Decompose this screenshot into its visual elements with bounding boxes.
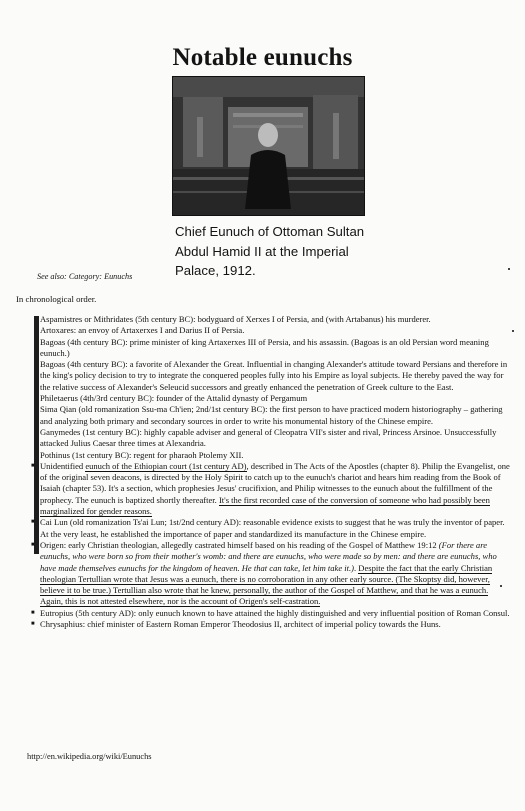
source-url[interactable]: http://en.wikipedia.org/wiki/Eunuchs	[27, 752, 152, 761]
caption-line: Palace, 1912.	[175, 263, 256, 278]
entry-text: Chrysaphius: chief minister of Eastern Roman Emperor Theodosius II, architect of imperial policy towards the Huns.	[40, 619, 441, 630]
list-item: Sima Qian (old romanization Ssu-ma Ch'ien; 2nd/1st century BC): the first person to have practiced modern historiography – gathering and analyzing both primary and secondary sources in order to write his monumental history of the Chinese empire.	[40, 404, 503, 426]
handwritten-underline-text: Despite the fact that the early Christian theologian Tertullian wrote that Jesus was a eunuch, there is no corroboration in any other early source. (The Skoptsy did, however, believe it to be true.) Tertullian also wrote that he knew, personally, the author of the Gospel of Matthew, and that he was a eunuch. Again, this is not attested elsewhere, nor is the account of Origen's self-castration.	[40, 562, 493, 607]
list-item: Philetaerus (4th/3rd century BC): founder of the Attalid dynasty of Pergamum	[40, 393, 308, 404]
intro-text: In chronological order.	[16, 294, 97, 304]
list-item: Ganymedes (1st century BC): highly capable adviser and general of Cleopatra VII's sister and rival, Princess Arsinoe. Unsuccessfully attacked Julius Caesar three times at Alexandria.	[40, 426, 497, 449]
entry-text: Origen: early Christian theologian, allegedly castrated himself based on his reading of the Gospel of Matthew 19:12	[40, 539, 439, 550]
list-item	[40, 461, 512, 517]
entry-text: .	[354, 562, 359, 573]
scan-speck	[500, 585, 502, 587]
entry-text: Eutropius (5th century AD): only eunuch known to have attained the highly distinguished and very influential position of Roman Consul.	[40, 607, 510, 618]
scan-speck	[508, 268, 510, 270]
list-item: Pothinus (1st century BC): regent for pharaoh Ptolemy XII.	[40, 449, 244, 460]
see-also-link[interactable]: See also: Category: Eunuchs	[37, 272, 133, 281]
eunuch-list	[40, 314, 512, 630]
list-item	[40, 540, 512, 608]
page-title: Notable eunuchs	[172, 44, 353, 71]
photo-caption	[175, 222, 395, 281]
handwritten-underline-text: It's the first recorded case of the conversion of someone who had possibly been marginalized for gender reasons.	[40, 494, 490, 517]
chief-eunuch-photo	[172, 76, 365, 216]
list-item: Bagoas (4th century BC): prime minister of king Artaxerxes III of Persia, and his assassin. (Bagoas is an old Persian word meaning eunuch.)	[40, 336, 489, 358]
handwritten-underline-text: eunuch of the Ethiopian court (1st century AD)	[85, 460, 247, 471]
scan-speck	[512, 330, 514, 332]
entry-text: Cai Lun (old romanization Ts'ai Lun; 1st/2nd century AD): reasonable evidence exists to suggest that he was truly the inventor of paper. At the very least, he established the importance of paper and standardized its manufacture in the Chinese empire.	[40, 517, 505, 539]
list-item	[40, 517, 512, 540]
list-item: Bagoas (4th century BC): a favorite of Alexander the Great. Influential in changing Alexander's attitude toward Persians and therefore in the king's policy decision to try to integrate the conquered peoples fully into his Empire as loyal subjects. He thereby paved the way for the relative success of Alexander's Seleucid successors and greatly enhanced the penetration of Greek culture to the East.	[40, 359, 508, 392]
list-item: Aspamistres or Mithridates (5th century BC): bodyguard of Xerxes I of Persia, and (with Artabanus) his murderer.	[40, 314, 431, 324]
caption-line: Abdul Hamid II at the Imperial	[175, 243, 349, 259]
list-item	[40, 608, 512, 619]
entry-text: , described in The Acts of the Apostles (chapter 8). Philip the Evangelist, one of the original seven deacons, is directed by the Holy Spirit to catch up to the eunuch's chariot and hears him reading from the Book of Isaiah (chapter 53). It's a section, which prophesies Jesus' crucifixion, and Philip witnesses to the eunuch about the fulfillment of the prophecy. The eunuch is baptized shortly thereafter.	[40, 460, 510, 505]
caption-line: Chief Eunuch of Ottoman Sultan	[175, 224, 365, 239]
list-item	[40, 619, 512, 630]
quoted-scripture: (For there are eunuchs, who were born so from their mother's womb: and there are eunuchs, who were made so by men: and there are eunuchs, who have made themselves eunuchs for the kingdom of heaven. He that can take, let him take it.)	[40, 539, 497, 573]
entry-text: Unidentified	[40, 460, 86, 471]
list-item: Artoxares: an envoy of Artaxerxes I and Darius II of Persia.	[40, 325, 245, 336]
